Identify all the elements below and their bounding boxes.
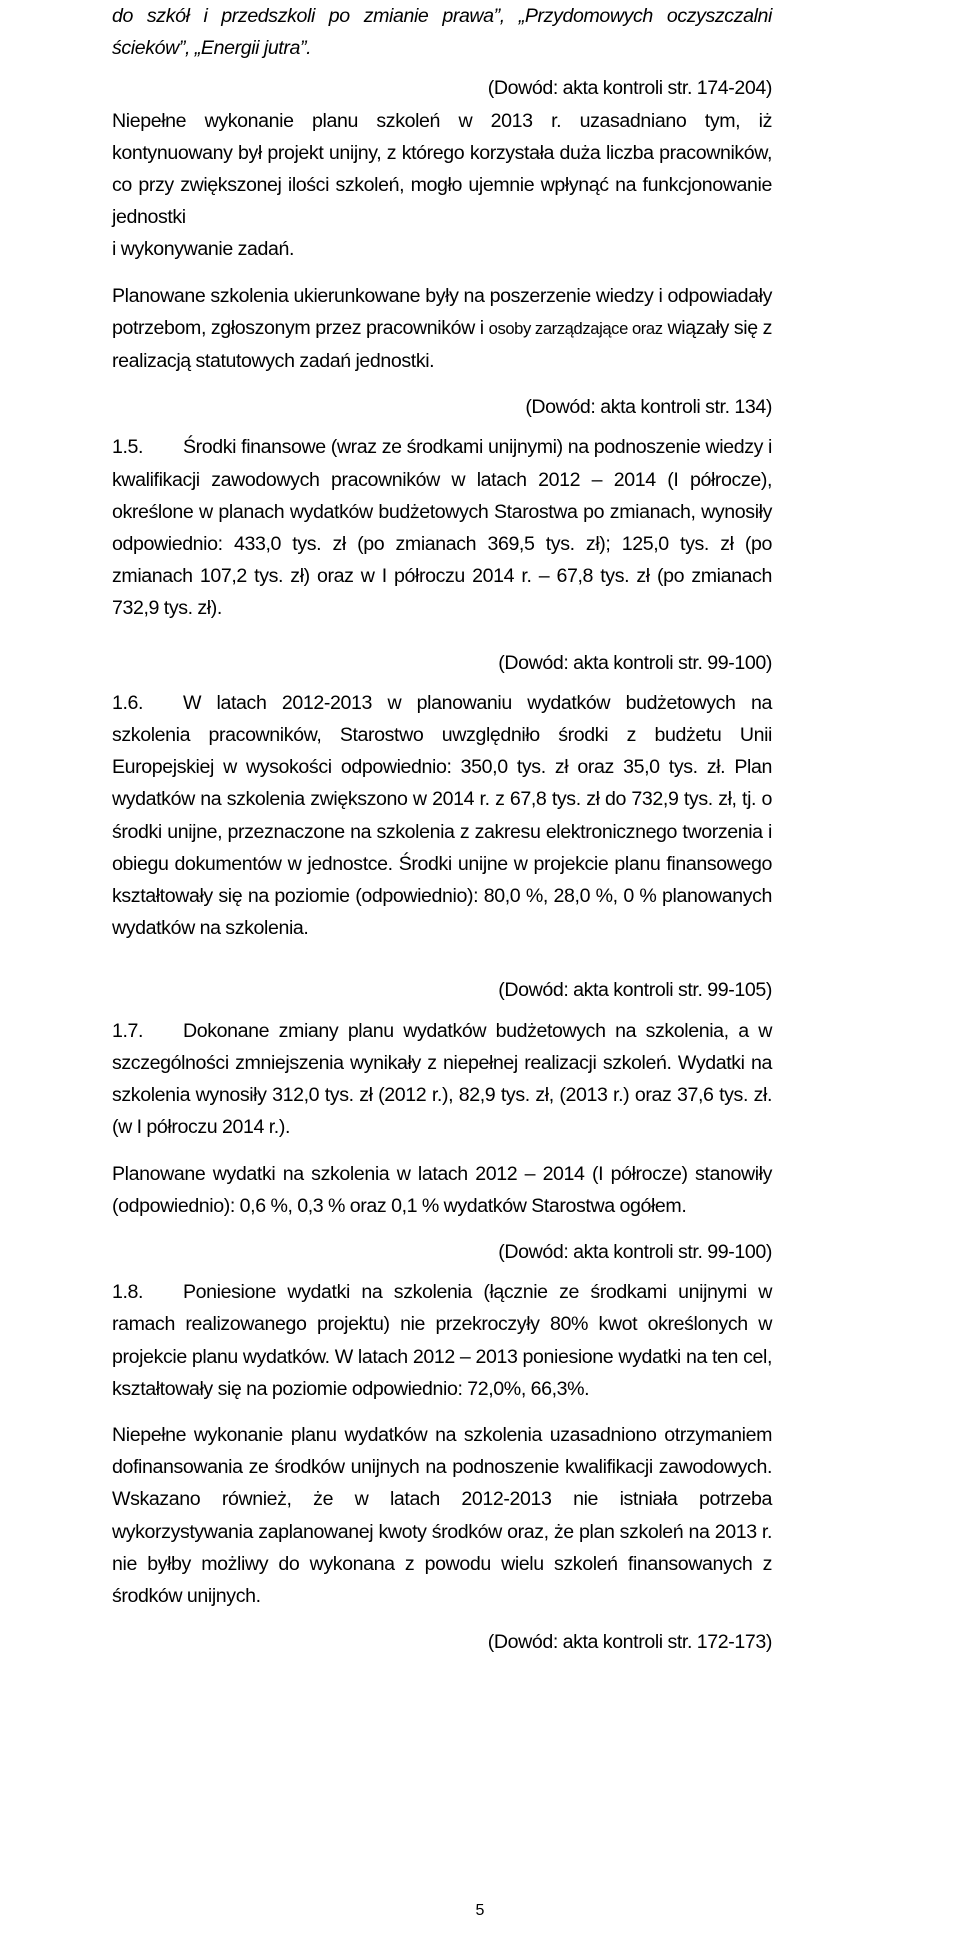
page-number: 5 (475, 1902, 485, 1919)
paragraph-text: Planowane szkolenia ukierunkowane były na poszerzenie wiedzy i odpowiadały potrzebom, zgłoszonym przez pracowników i (112, 284, 772, 339)
section-text: W latach 2012-2013 w planowaniu wydatków budżetowych na szkolenia pracowników, Starostwo uwzględniło środki z budżetu Unii Europejskiej w wysokości odpowiednio: 350,0 tys. zł oraz 35,0 tys. zł. Plan wydatków na szkolenia zwiększono w 2014 r. z 67,8 tys. zł do 732,9 tys. zł, tj. o środki unijne, przeznaczone na szkolenia z zakresu elektronicznego tworzenia i obiegu dokumentów w jednostce. Środki unijne w projekcie planu finansowego kształtowały się na poziomie (odpowiednio): 80,0 %, 28,0 %, 0 % planowanych wydatków na szkolenia. (112, 691, 772, 940)
evidence-reference: (Dowód: akta kontroli str. 99-105) (498, 979, 772, 1002)
section-number: 1.7. (112, 1019, 144, 1042)
paragraph-end: i wykonywanie zadań. (112, 238, 294, 261)
intro-paragraph: do szkół i przedszkoli po zmianie prawa”, „Przydomowych oczyszczalni ścieków”, „Energii jutra”. (112, 5, 772, 60)
section-number: 1.8. (112, 1281, 144, 1304)
paragraph: Niepełne wykonanie planu szkoleń w 2013 r. uzasadniano tym, iż kontynuowany był projekt unijny, z którego korzystała duża liczba pracowników, co przy zwiększonej ilości szkoleń, mogło ujemnie wpłynąć na funkcjonowanie jednostki (112, 109, 772, 229)
document-body (112, 0, 772, 1658)
evidence-reference: (Dowód: akta kontroli str. 174-204) (487, 77, 772, 100)
paragraph-text-small: osoby zarządzające oraz (488, 318, 663, 338)
evidence-reference: (Dowód: akta kontroli str. 99-100) (498, 1240, 772, 1263)
section-text: Poniesione wydatki na szkolenia (łącznie ze środkami unijnymi w ramach realizowanego projektu) nie przekroczyły 80% kwot określonych w projekcie planu wydatków. W latach 2012 – 2013 poniesione wydatki na ten cel, kształtowały się na poziomie odpowiednio: 72,0%, 66,3%. (112, 1281, 772, 1400)
section-1-8 (112, 1276, 772, 1405)
section-text: Dokonane zmiany planu wydatków budżetowych na szkolenia, a w szczególności zmniejszenia wynikały z niepełnej realizacji szkoleń. Wydatki na szkolenia wynosiły 312,0 tys. zł (2012 r.), 82,9 tys. zł, (2013 r.) oraz 37,6 tys. zł. (w I półroczu 2014 r.). (112, 1019, 772, 1139)
section-number: 1.6. (112, 691, 144, 714)
section-number: 1.5. (112, 436, 144, 459)
paragraph-text: wiązały się z realizacją statutowych zadań jednostki. (112, 316, 772, 373)
evidence-reference: (Dowód: akta kontroli str. 134) (525, 396, 772, 419)
evidence-reference: (Dowód: akta kontroli str. 99-100) (498, 651, 772, 674)
evidence-reference: (Dowód: akta kontroli str. 172-173) (487, 1631, 772, 1654)
section-text: Środki finansowe (wraz ze środkami unijnymi) na podnoszenie wiedzy i kwalifikacji zawodowych pracowników w latach 2012 – 2014 (I półrocze), określone w planach wydatków budżetowych Starostwa po zmianach, wynosiły odpowiednio: 433,0 tys. zł (po zmianach 369,5 tys. zł); 125,0 tys. zł (po zmianach 107,2 tys. zł) oraz w I półroczu 2014 r. – 67,8 tys. zł (po zmianach 732,9 tys. zł). (112, 436, 772, 620)
paragraph: Planowane wydatki na szkolenia w latach 2012 – 2014 (I półrocze) stanowiły (odpowiednio): 0,6 %, 0,3 % oraz 0,1 % wydatków Starostwa ogółem. (112, 1162, 772, 1217)
paragraph (112, 280, 772, 378)
section-1-6 (112, 687, 772, 945)
section-1-7 (112, 1015, 772, 1144)
section-1-5 (112, 431, 772, 624)
paragraph: Niepełne wykonanie planu wydatków na szkolenia uzasadniono otrzymaniem dofinansowania ze środków unijnych na podnoszenie kwalifikacji zawodowych. Wskazano również, że w latach 2012-2013 nie istniała potrzeba wykorzystywania zaplanowanej kwoty środków oraz, że plan szkoleń na 2013 r. nie byłby możliwy do wykonana z powodu wielu szkoleń finansowanych z środków unijnych. (112, 1423, 772, 1607)
